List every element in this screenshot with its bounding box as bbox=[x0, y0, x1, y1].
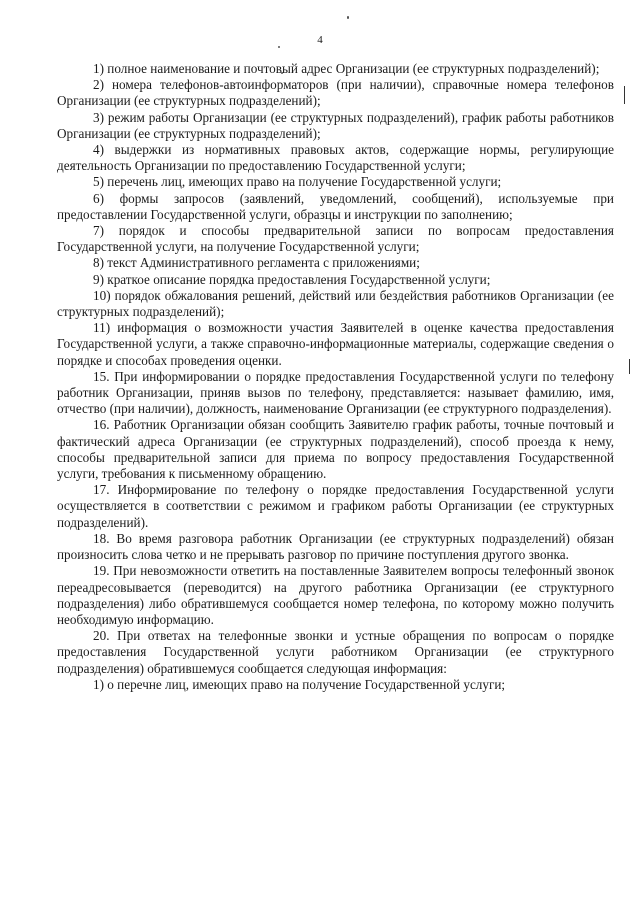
clause-paragraph: 19. При невозможности ответить на поставленные Заявителем вопросы телефонный звонок переадресовывается (переводится) на другого работника Организации (ее структурного подразделения) либо обратившемуся сообщается номер телефона, по которому можно получить необходимую информацию. bbox=[57, 563, 614, 627]
list-item: 5) перечень лиц, имеющих право на получение Государственной услуги; bbox=[93, 174, 502, 190]
list-item: 1) полное наименование и почтовый адрес Организации (ее структурных подразделений); bbox=[93, 61, 600, 76]
clause-paragraph: 16. Работник Организации обязан сообщить Заявителю график работы, точные почтовый и фактический адреса Организации (ее структурных подразделений), способ проезда к нему, способы предварительной записи для приема по вопросу предоставления Государственной услуги, требования к письменному обращению. bbox=[57, 417, 614, 482]
scan-speck bbox=[347, 16, 349, 19]
list-item: 3) режим работы Организации (ее структурных подразделений), график работы работников Организации (ее структурных подразделений); bbox=[57, 109, 614, 141]
clause-paragraph: 17. Информирование по телефону о порядке предоставления Государственной услуги осуществляется в соответствии с режимом и графиком работы Организации (ее структурных подразделений). bbox=[57, 482, 614, 530]
document-body bbox=[57, 61, 614, 693]
list-item: 11) информация о возможности участия Заявителей в оценке качества предоставления Государственной услуги, а также справочно-информационные материалы, содержащие сведения о порядке и способах проведения оценки. bbox=[57, 320, 614, 368]
clause-paragraph: 15. При информировании о порядке предоставления Государственной услуги по телефону работник Организации, приняв вызов по телефону, представляется: называет фамилию, имя, отчество (при наличии), должность, наименование Организации (ее структурного подразделения). bbox=[57, 368, 614, 417]
list-item: 8) текст Административного регламента с приложениями; bbox=[93, 255, 420, 271]
scan-speck bbox=[278, 46, 280, 48]
list-item: 7) порядок и способы предварительной записи по вопросам предоставления Государственной услуги, на получение Государственной услуги; bbox=[57, 223, 614, 255]
clause-paragraph: 18. Во время разговора работник Организации (ее структурных подразделений) обязан произносить слова четко и не прерывать разговор по причине поступления другого звонка. bbox=[57, 530, 614, 563]
list-item: 4) выдержки из нормативных правовых актов, содержащие нормы, регулирующие деятельность Организации по предоставлению Государственной услуги; bbox=[57, 142, 614, 174]
clause-paragraph: 20. При ответах на телефонные звонки и устные обращения по вопросам о порядке предоставления Государственной услуги работником Организации (ее структурного подразделения) обратившемуся сообщается следующая информация: bbox=[57, 628, 614, 676]
list-item: 2) номера телефонов-автоинформаторов (при наличии), справочные номера телефонов Организации (ее структурных подразделений); bbox=[57, 77, 614, 109]
list-item: 6) формы запросов (заявлений, уведомлений, сообщений), используемые при предоставлении Государственной услуги, образцы и инструкции по заполнению; bbox=[57, 190, 614, 222]
scan-edge-mark bbox=[629, 359, 630, 374]
page-number: 4 bbox=[317, 34, 323, 46]
scan-edge-mark bbox=[624, 86, 625, 104]
list-item: 10) порядок обжалования решений, действий или бездействия работников Организации (ее структурных подразделений); bbox=[57, 287, 614, 320]
list-item: 9) краткое описание порядка предоставления Государственной услуги; bbox=[93, 271, 491, 287]
list-item: 1) о перечне лиц, имеющих право на получение Государственной услуги; bbox=[93, 676, 506, 692]
